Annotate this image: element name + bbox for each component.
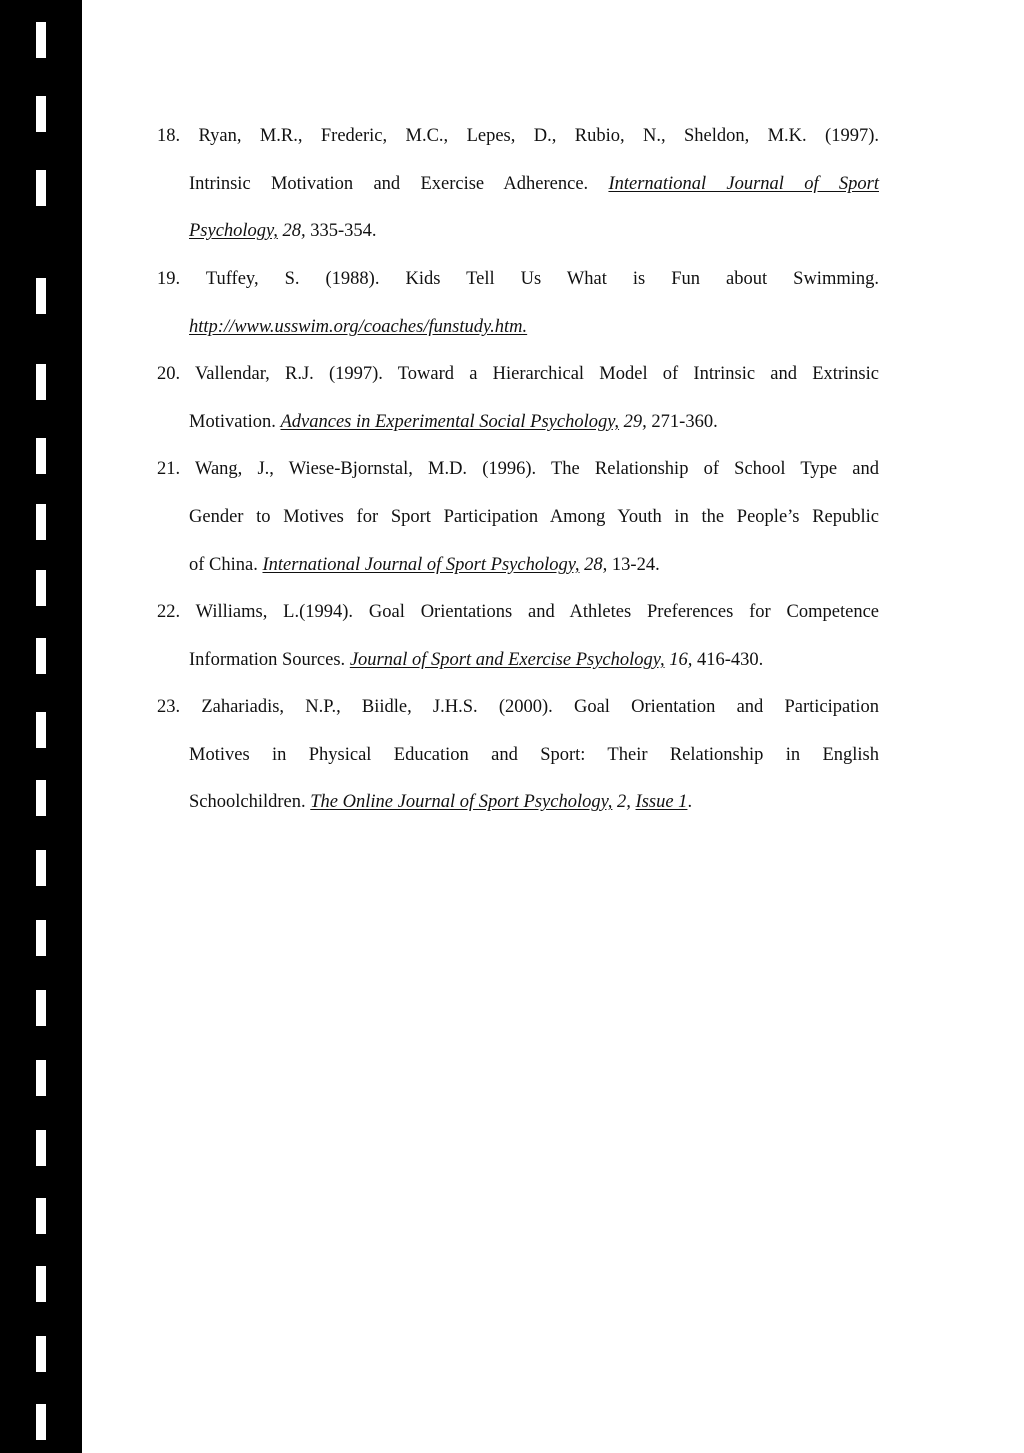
reference-22-pages: 416-430. — [696, 650, 764, 670]
reference-22-line-2 — [189, 645, 879, 675]
film-hole — [36, 1198, 46, 1234]
film-hole — [36, 780, 46, 816]
reference-19-line-1 — [157, 264, 879, 294]
reference-21-line-2 — [189, 502, 879, 532]
reference-22-number: 22. — [157, 602, 181, 622]
reference-19-url[interactable]: http://www.usswim.org/coaches/funstudy.htm. — [189, 317, 528, 337]
reference-20-volume: 29, — [623, 412, 647, 432]
film-hole — [36, 570, 46, 606]
reference-20-line-2 — [189, 407, 879, 437]
film-hole — [36, 920, 46, 956]
film-hole — [36, 1130, 46, 1166]
reference-20-number: 20. — [157, 364, 181, 384]
reference-23-number: 23. — [157, 697, 181, 717]
film-hole — [36, 364, 46, 400]
film-hole — [36, 170, 46, 206]
reference-20-title: Motivation. — [189, 412, 276, 432]
reference-21-number: 21. — [157, 459, 181, 479]
reference-18-text: Ryan, M.R., Frederic, M.C., Lepes, D., Rubio, N., Sheldon, M.K. (1997). — [198, 126, 880, 146]
film-hole — [36, 22, 46, 58]
film-hole — [36, 1336, 46, 1372]
film-hole — [36, 1404, 46, 1440]
reference-23-line-3 — [189, 787, 879, 817]
reference-20-line-1 — [157, 359, 879, 389]
film-hole — [36, 712, 46, 748]
reference-22-line-1 — [157, 597, 879, 627]
film-hole — [36, 1266, 46, 1302]
reference-23-issue: Issue 1 — [635, 792, 688, 812]
reference-18-pages: 335-354. — [310, 221, 377, 241]
reference-21-pages: 13-24. — [611, 555, 660, 575]
reference-22-volume: 16, — [669, 650, 693, 670]
reference-22-journal: Journal of Sport and Exercise Psychology, — [349, 650, 665, 670]
reference-23-title: Motives in Physical Education and Sport: Their Relationship in English — [189, 745, 879, 765]
reference-18-line-3 — [189, 216, 879, 246]
reference-18-title: Intrinsic Motivation and Exercise Adherence. — [189, 174, 589, 194]
reference-23-volume: 2, — [617, 792, 631, 812]
film-hole — [36, 96, 46, 132]
reference-18-volume: 28, — [282, 221, 306, 241]
reference-23-line-1 — [157, 692, 879, 722]
reference-18-journal: International Journal of Sport — [608, 174, 879, 194]
film-hole — [36, 990, 46, 1026]
film-hole — [36, 850, 46, 886]
film-hole — [36, 1060, 46, 1096]
reference-22-title-end: Information Sources. — [189, 650, 346, 670]
reference-23-end-period: . — [687, 792, 693, 812]
reference-23-journal: The Online Journal of Sport Psychology, — [310, 792, 613, 812]
reference-18-journal-cont: Psychology, — [189, 221, 278, 241]
reference-20-text: Vallendar, R.J. (1997). Toward a Hierarchical Model of Intrinsic and Extrinsic — [195, 364, 879, 384]
reference-18-line-1 — [157, 121, 879, 151]
reference-23-title-end: Schoolchildren. — [189, 792, 306, 812]
reference-19-number: 19. — [157, 269, 181, 289]
reference-21-volume: 28, — [584, 555, 608, 575]
film-hole — [36, 504, 46, 540]
reference-21-text: Wang, J., Wiese-Bjornstal, M.D. (1996). The Relationship of School Type and — [194, 459, 879, 479]
reference-18-number: 18. — [157, 126, 181, 146]
reference-21-line-3 — [189, 550, 879, 580]
reference-21-journal: International Journal of Sport Psychology, — [262, 555, 580, 575]
reference-21-line-1 — [157, 454, 879, 484]
reference-20-pages: 271-360. — [651, 412, 718, 432]
reference-19-text: Tuffey, S. (1988). Kids Tell Us What is Fun about Swimming. — [205, 269, 879, 289]
reference-21-title-end: of China. — [189, 555, 258, 575]
film-hole — [36, 278, 46, 314]
reference-20-journal: Advances in Experimental Social Psychology, — [280, 412, 620, 432]
reference-22-text: Williams, L.(1994). Goal Orientations and Athletes Preferences for Competence — [195, 602, 879, 622]
reference-23-text: Zahariadis, N.P., Biidle, J.H.S. (2000). Goal Orientation and Participation — [201, 697, 880, 717]
reference-21-title: Gender to Motives for Sport Participation Among Youth in the People’s Republic — [189, 507, 879, 527]
reference-18-line-2 — [189, 169, 879, 199]
film-hole — [36, 438, 46, 474]
film-hole — [36, 638, 46, 674]
reference-19-line-2 — [189, 312, 879, 342]
reference-23-line-2 — [189, 740, 879, 770]
